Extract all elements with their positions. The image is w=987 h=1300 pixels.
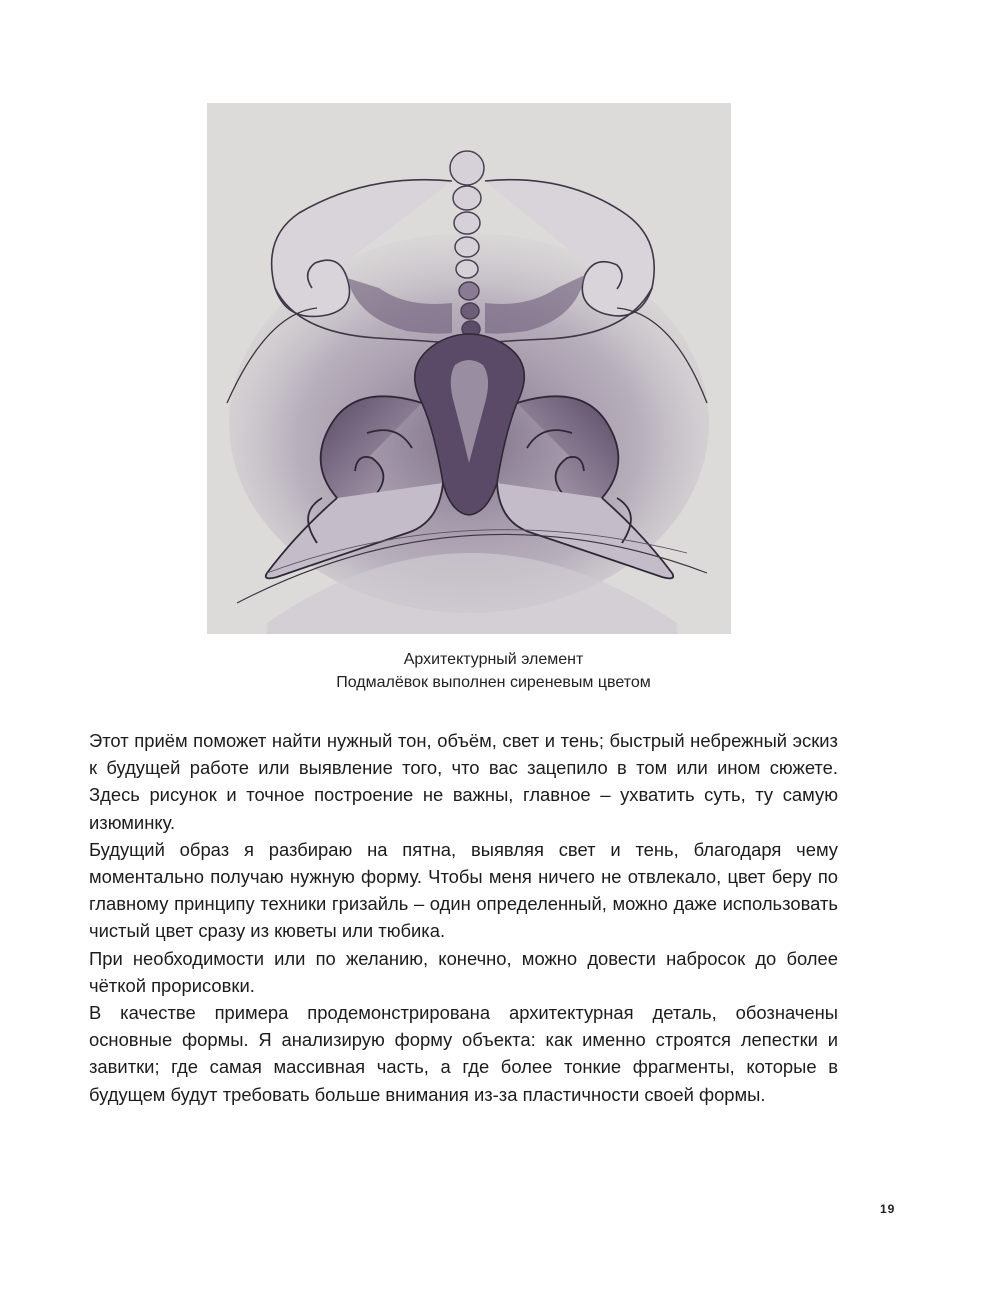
paragraph-1: Этот приём поможет найти нужный тон, объём, свет и тень; быстрый небрежный эскиз к будущей работе или выявление того, что вас зацепило в том или ином сюжете. Здесь рисунок и точное построение не важны, главное – ухватить суть, ту самую изюминку. [89, 730, 838, 833]
ornament-watercolor-image [207, 103, 731, 634]
ornament-drawing [207, 103, 731, 634]
paragraph-2: Будущий образ я разбираю на пятна, выявляя свет и тень, благодаря чему моментально получаю нужную форму. Чтобы меня ничего не отвлекало, цвет беру по главному принципу техники гризайль – один определенный, можно даже использовать чистый цвет сразу из кюветы или тюбика. [89, 838, 838, 942]
caption-line-2: Подмалёвок выполнен сиреневым цветом [336, 674, 651, 691]
paragraph-4: В качестве примера продемонстрирована архитектурная деталь, обозначены основные формы. Я анализирую форму объекта: как именно строятся лепестки и завитки; где самая массивная часть, а где более тонкие фрагменты, которые в будущем будут требовать больше внимания из-за пластичности своей формы. [89, 1002, 838, 1105]
caption-line-1: Архитектурный элемент [403, 651, 584, 668]
body-text [89, 727, 838, 1108]
figure-caption [0, 648, 987, 694]
paragraph-3: При необходимости или по желанию, конечно, можно довести набросок до более чёткой прорисовки. [89, 947, 838, 996]
page-number: 19 [880, 1202, 896, 1216]
